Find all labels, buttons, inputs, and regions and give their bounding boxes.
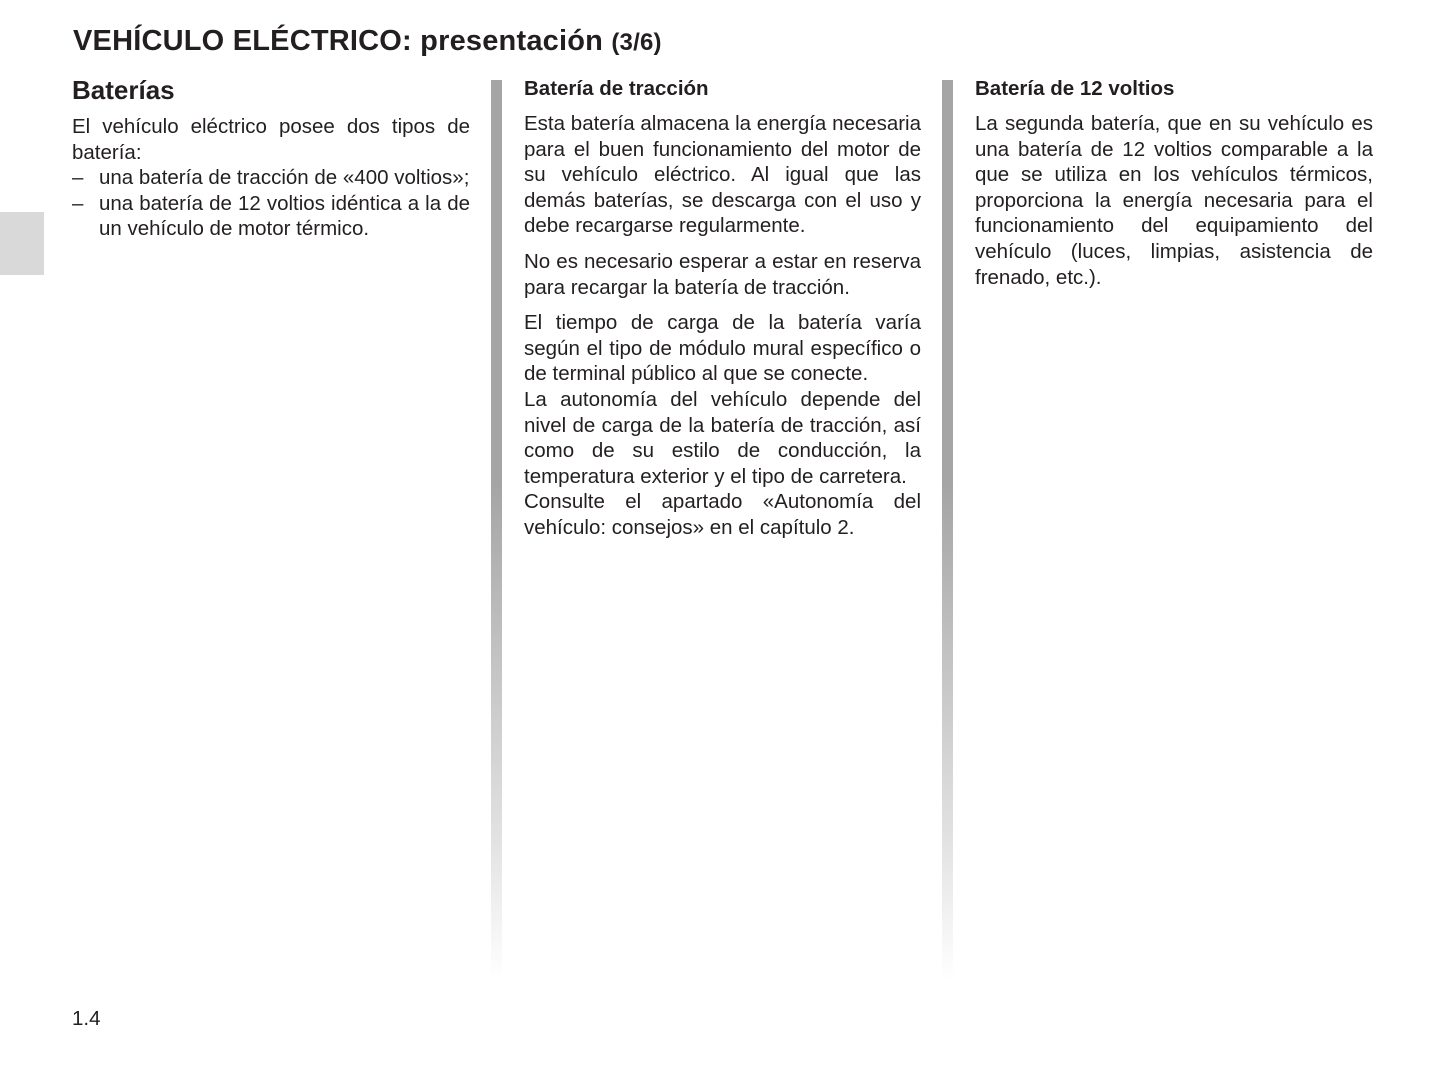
paragraph: Consulte el apartado «Autonomía del vehículo: consejos» en el capítulo 2.: [524, 490, 921, 539]
column-bateria-traccion: [524, 74, 921, 541]
page-title-text: VEHÍCULO ELÉCTRICO: presentación: [73, 25, 604, 57]
paragraph: La autonomía del vehículo depende del nivel de carga de la batería de tracción, así como de su estilo de conducción, la temperatura exterior y el tipo de carretera.: [524, 387, 921, 488]
section-heading-baterias: Baterías: [72, 75, 175, 105]
page-title: [73, 22, 662, 62]
list-item-text: una batería de 12 voltios idéntica a la de un vehículo de motor térmico.: [99, 191, 470, 241]
paragraph: El tiempo de carga de la batería varía según el tipo de módulo mural específico o de terminal público al que se conecte.: [524, 311, 921, 386]
paragraph: No es necesario esperar a estar en reserva para recargar la batería de tracción.: [524, 249, 921, 299]
column-baterias: [72, 74, 470, 242]
list-item: [72, 165, 470, 191]
list-item: [72, 191, 470, 242]
sub-heading-bateria-traccion: Batería de tracción: [524, 77, 709, 100]
list-item-text: una batería de tracción de «400 voltios»;: [99, 166, 470, 190]
sub-heading-bateria-12v: Batería de 12 voltios: [975, 77, 1175, 100]
paragraph: La segunda batería, que en su vehículo es una batería de 12 voltios comparable a la que se utiliza en los vehículos térmicos, proporciona la energía necesaria para el funcionamiento del equipamiento del vehículo (luces, limpias, asistencia de frenado, etc.).: [975, 112, 1373, 289]
column-divider: [942, 80, 953, 980]
page-part-indicator: (3/6): [611, 29, 662, 56]
column-divider: [491, 80, 502, 980]
paragraph: Esta batería almacena la energía necesaria para el buen funcionamiento del motor de su vehículo eléctrico. Al igual que las demás baterías, se descarga con el uso y debe recargarse regularmente.: [524, 112, 921, 238]
column-bateria-12v: [975, 74, 1373, 300]
dash-bullet: –: [72, 166, 84, 190]
intro-paragraph: El vehículo eléctrico posee dos tipos de batería:: [72, 115, 470, 164]
page-number: 1.4: [72, 1007, 101, 1030]
chapter-side-tab: [0, 212, 44, 275]
dash-bullet: –: [72, 191, 84, 215]
battery-type-list: [72, 165, 470, 242]
